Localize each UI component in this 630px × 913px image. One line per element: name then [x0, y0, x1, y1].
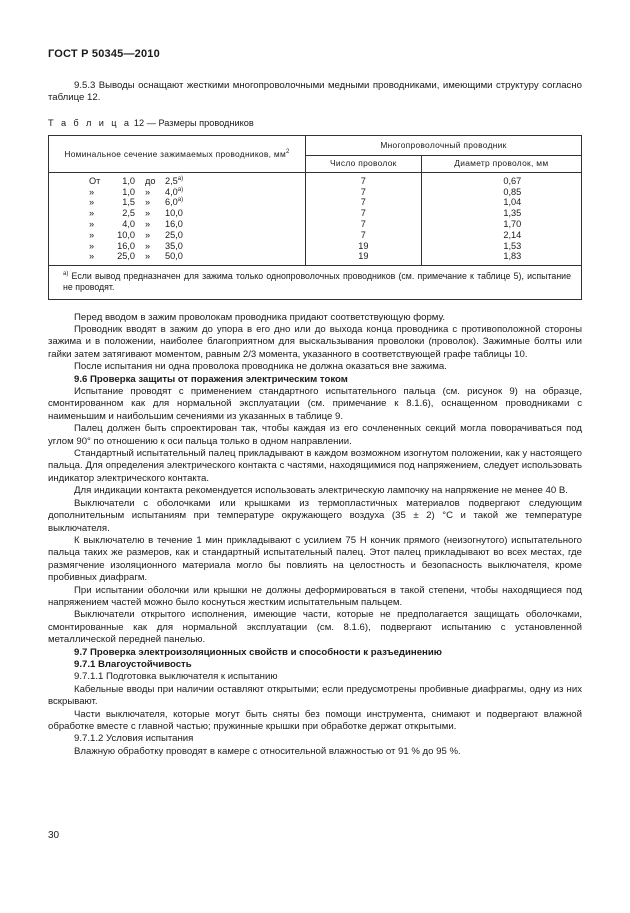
- table-row-nominal: [49, 208, 305, 219]
- body-paragraph: Стандартный испытательный палец прикладывают в каждом возможном изогнутом положении, как у настоящего пальца. Для определения электрического контакта с частями, находящимися под напряжением, следует использовать индикатор электрического контакта.: [48, 448, 582, 484]
- range-separator: »: [145, 208, 151, 219]
- range-to-value: 50,0: [165, 251, 183, 262]
- body-paragraph: Части выключателя, которые могут быть сняты без помощи инструмента, снимают и подвергают влажной обработке вместе с главной частью; пружинные крышки при обработке держат открытыми.: [48, 708, 582, 732]
- header-multiwire: Многопроволочный проводник: [306, 136, 582, 156]
- range-from: 1,5: [122, 197, 135, 208]
- conductor-size-table: [48, 135, 582, 299]
- range-to-value: 6,0: [165, 197, 178, 208]
- wire-count-column: [306, 172, 422, 265]
- range-to: [165, 251, 183, 262]
- range-separator: »: [145, 229, 151, 240]
- table-row-nominal: [49, 251, 305, 262]
- table-row-diameter: 1,35: [503, 208, 522, 219]
- table-caption-prefix: Т а б л и ц а: [48, 117, 132, 128]
- table-row-diameter: 2,14: [503, 229, 522, 240]
- range-from: 1,0: [122, 186, 135, 197]
- range-separator: »: [145, 219, 151, 229]
- body-paragraph: К выключателю в течение 1 мин прикладывают с усилием 75 Н кончик прямого (неизогнутого) испытательного пальца таких же размеров, как и стандартный испытательный палец. Этот палец прикладывают во всех местах, где размягчение изоляционного материала могло бы повлиять на целостность и безопасность выключателя, кроме пробивных диафрагм.: [48, 534, 582, 584]
- range-to: [165, 241, 183, 252]
- nominal-section-column: [49, 172, 306, 265]
- table-row-count: 7: [360, 208, 366, 219]
- header-wire-diameter: Диаметр проволок, мм: [421, 156, 581, 173]
- range-to: [165, 176, 183, 187]
- section-heading: 9.7.1 Влагоустойчивость: [74, 658, 192, 670]
- table-row-diameter: 0,85: [503, 186, 522, 197]
- range-to-value: 10,0: [165, 208, 183, 219]
- section-heading: 9.6 Проверка защиты от поражения электрическим током: [74, 373, 348, 385]
- range-separator: »: [145, 197, 151, 208]
- header-nominal-section: Номинальное сечение зажимаемых проводников, $мм^2$: [49, 136, 306, 173]
- table-row-diameter: 1,70: [503, 219, 522, 229]
- range-separator: »: [145, 240, 151, 251]
- body-paragraph: Выключатели с оболочками или крышками из термопластичных материалов подвергают следующим дополнительным испытаниям при температуре окружающего воздуха (35 ± 2) °С и такой же температуре выключателя.: [48, 497, 582, 534]
- body-paragraph: Кабельные вводы при наличии оставляют открытыми; если предусмотрены пробивные диафрагмы, одну из них вскрывают.: [48, 683, 582, 708]
- table-row-count: 7: [360, 197, 366, 208]
- table-row-count: 7: [360, 186, 366, 197]
- range-prefix: »: [89, 240, 95, 251]
- range-prefix: »: [89, 229, 95, 240]
- body-paragraph: Перед вводом в зажим проволокам проводника придают соответствующую форму.: [74, 311, 445, 323]
- table-row-count: 7: [360, 219, 366, 229]
- header-wire-count: Число проволок: [306, 156, 422, 173]
- range-prefix: »: [89, 208, 95, 219]
- table-row-nominal: [49, 176, 305, 187]
- document-body: [48, 80, 582, 758]
- range-prefix: »: [89, 251, 95, 262]
- section-heading: 9.7 Проверка электроизоляционных свойств и способности к разъединению: [74, 646, 442, 658]
- body-paragraph: Для индикации контакта рекомендуется использовать электрическую лампочку на напряжение не менее 40 В.: [74, 485, 568, 497]
- body-paragraph: 9.7.1.1 Подготовка выключателя к испытанию: [74, 671, 278, 683]
- table-row-count: 7: [360, 175, 366, 186]
- table-row-diameter: 0,67: [503, 175, 522, 186]
- table-row-nominal: [49, 219, 305, 230]
- body-paragraphs: [48, 312, 582, 759]
- table-caption: [48, 117, 582, 129]
- range-from: 4,0: [122, 219, 135, 229]
- body-paragraph: При испытании оболочки или крышки не должны деформироваться в такой степени, чтобы находящиеся под напряжением частей можно было коснуться жестким испытательным пальцем.: [48, 584, 582, 608]
- footnote-marker: а): [177, 175, 184, 182]
- range-to: [165, 219, 183, 230]
- range-to-value: 4,0: [165, 186, 178, 197]
- range-prefix: »: [89, 197, 95, 208]
- body-paragraph: Влажную обработку проводят в камере с относительной влажностью от 91 % до 95 %.: [74, 745, 461, 757]
- table-row-nominal: [49, 187, 305, 198]
- footnote-marker: а): [177, 197, 184, 204]
- range-from: 25,0: [117, 251, 135, 262]
- range-prefix: »: [89, 219, 95, 229]
- table-row-nominal: [49, 197, 305, 208]
- body-paragraph: Испытание проводят с применением стандартного испытательного пальца (см. рисунок 9) на образце, смонтированном как для нормальной эксплуатации (см. примечание к 8.1.6), оснащенном проводниками с наименьшим и наибольшим сечениями из указанных в таблице 9.: [48, 386, 582, 422]
- range-to-value: 35,0: [165, 240, 183, 251]
- body-paragraph: Проводник вводят в зажим до упора в его дно или до выхода конца проводника с противоположной стороны зажима и в положении, наиболее благоприятном для выскальзывания проволоки (проволок). Зажимные болты или гайки затем затягивают моментом, равным 2/3 момента, указанного в соответствующей графе таблицы 10.: [48, 324, 582, 360]
- body-paragraph: Палец должен быть спроектирован так, чтобы каждая из его сочлененных секций могла поворачиваться под углом 90° по отношению к оси пальца только в одном направлении.: [48, 423, 582, 447]
- table-row-count: 19: [358, 240, 369, 251]
- range-to: [165, 197, 183, 208]
- range-separator: »: [145, 251, 151, 262]
- range-from: 16,0: [117, 240, 135, 251]
- wire-diameter-column: [421, 172, 581, 265]
- range-prefix: »: [89, 186, 95, 197]
- range-separator: до: [145, 175, 156, 186]
- document-header: ГОСТ Р 50345—2010: [48, 48, 160, 60]
- table-row-diameter: 1,83: [503, 251, 522, 262]
- range-to-value: 16,0: [165, 219, 183, 229]
- body-paragraph: После испытания ни одна проволока проводника не должна оказаться вне зажима.: [74, 361, 447, 373]
- range-to-value: 25,0: [165, 229, 183, 240]
- range-from: 1,0: [122, 175, 135, 186]
- table-footnote: $^{а)}$ Если вывод предназначен для зажима только однопроволочных проводников (см. примечание к таблице 5), испытание не проводят.: [49, 266, 582, 299]
- intro-paragraph: 9.5.3 Выводы оснащают жесткими многопроволочными медными проводниками, имеющими структуру согласно таблице 12.: [48, 80, 582, 104]
- range-to-value: 2,5: [165, 175, 178, 186]
- range-to: [165, 208, 183, 219]
- range-to: [165, 187, 183, 198]
- range-to: [165, 230, 183, 241]
- footnote-marker: а): [177, 186, 184, 193]
- body-paragraph: Выключатели открытого исполнения, имеющие части, которые не предполагается защищать оболочками, смонтированные как для нормальной эксплуатации (см. 8.1.6), подвергают испытанию с установленной металлической передней панелью.: [48, 609, 582, 646]
- range-from: 2,5: [122, 208, 135, 219]
- body-paragraph: 9.7.1.2 Условия испытания: [74, 733, 194, 745]
- range-prefix: От: [89, 175, 101, 186]
- table-row-nominal: [49, 241, 305, 252]
- table-row-count: 7: [360, 229, 366, 240]
- table-row-nominal: [49, 230, 305, 241]
- page-number: 30: [48, 830, 60, 841]
- range-separator: »: [145, 186, 151, 197]
- table-caption-title: 12 — Размеры проводников: [131, 117, 254, 128]
- range-from: 10,0: [117, 229, 135, 240]
- table-row-diameter: 1,04: [503, 197, 522, 208]
- table-row-diameter: 1,53: [503, 240, 522, 251]
- table-row-count: 19: [358, 251, 369, 262]
